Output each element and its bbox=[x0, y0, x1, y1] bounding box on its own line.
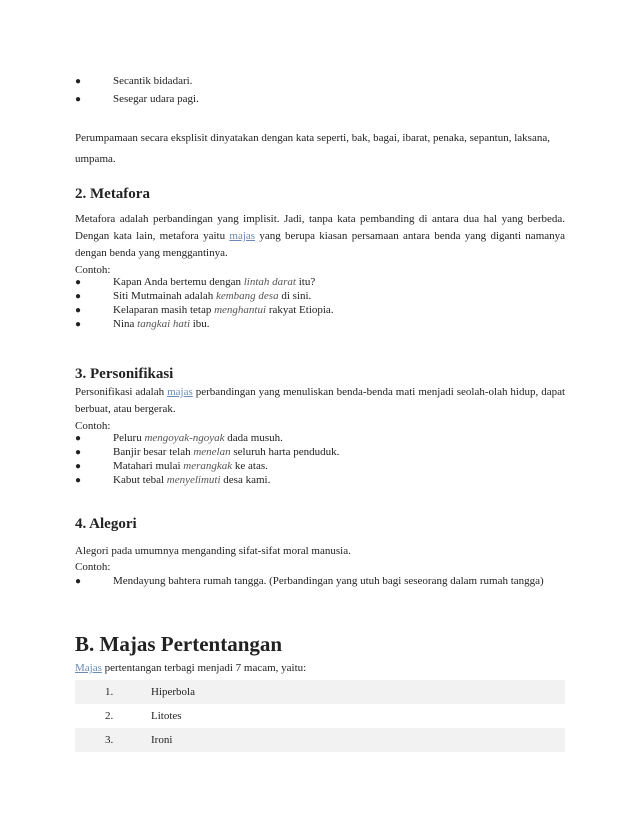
list-item bbox=[75, 446, 565, 459]
bullet-icon: ● bbox=[75, 447, 82, 458]
list-item-text: Peluru mengoyak-ngoyak dada musuh. bbox=[113, 432, 283, 444]
pertentangan-intro bbox=[75, 662, 565, 675]
contoh-label: Contoh: bbox=[75, 420, 111, 432]
section-heading-personifikasi: 3. Personifikasi bbox=[75, 366, 174, 382]
list-item bbox=[75, 276, 565, 289]
list-item bbox=[75, 460, 565, 473]
perumpamaan-paragraph-cont: umpama. bbox=[75, 153, 116, 165]
metafora-paragraph bbox=[75, 211, 565, 262]
paragraph-text: perbandingan yang menuliskan benda-benda mati menjadi seolah-olah hidup, dapat berbuat, atau bergerak. bbox=[75, 386, 566, 415]
list-item-text: Nina tangkai hati ibu. bbox=[113, 318, 210, 330]
section-heading-pertentangan: B. Majas Pertentangan bbox=[75, 632, 283, 656]
contoh-label: Contoh: bbox=[75, 264, 111, 276]
section-heading-alegori: 4. Alegori bbox=[75, 516, 137, 532]
table-row bbox=[75, 680, 565, 704]
bullet-icon: ● bbox=[75, 277, 82, 288]
list-item bbox=[75, 75, 565, 88]
table-row bbox=[75, 704, 565, 728]
list-item bbox=[75, 290, 565, 303]
list-item-text: Matahari mulai merangkak ke atas. bbox=[113, 460, 268, 472]
paragraph-text: Personifikasi adalah bbox=[75, 386, 165, 398]
bullet-icon: ● bbox=[75, 76, 82, 87]
list-item bbox=[75, 575, 565, 588]
list-item bbox=[75, 93, 565, 106]
bullet-icon: ● bbox=[75, 291, 82, 302]
table-row bbox=[75, 728, 565, 752]
majas-link[interactable]: majas bbox=[229, 230, 256, 242]
list-item-text: Kapan Anda bertemu dengan lintah darat itu? bbox=[113, 276, 316, 288]
bullet-icon: ● bbox=[75, 461, 82, 472]
list-item bbox=[75, 318, 565, 331]
list-item bbox=[75, 432, 565, 445]
personifikasi-paragraph bbox=[75, 384, 565, 418]
alegori-paragraph: Alegori pada umumnya menganding sifat-sifat moral manusia. bbox=[75, 545, 351, 557]
list-item-text: Secantik bidadari. bbox=[113, 75, 193, 87]
majas-list-table bbox=[75, 680, 565, 760]
paragraph-text: yang berupa kiasan persamaan antara benda yang diganti namanya dengan benda yang menggantinya. bbox=[75, 230, 566, 259]
bullet-icon: ● bbox=[75, 94, 82, 105]
bullet-icon: ● bbox=[75, 433, 82, 444]
list-item bbox=[75, 474, 565, 487]
section-heading-metafora: 2. Metafora bbox=[75, 186, 150, 202]
majas-link[interactable]: Majas bbox=[75, 662, 102, 674]
list-item bbox=[75, 304, 565, 317]
list-item-text: Siti Mutmainah adalah kembang desa di sini. bbox=[113, 290, 312, 302]
perumpamaan-paragraph: Perumpamaan secara eksplisit dinyatakan dengan kata seperti, bak, bagai, ibarat, penaka, sepantun, laksana, bbox=[75, 132, 550, 144]
bullet-icon: ● bbox=[75, 319, 82, 330]
list-item-text: Kelaparan masih tetap menghantui rakyat Etiopia. bbox=[113, 304, 334, 316]
paragraph-text: pertentangan terbagi menjadi 7 macam, yaitu: bbox=[104, 662, 307, 674]
paragraph-text: Metafora adalah perbandingan yang implisit. Jadi, tanpa kata pembanding di antara dua hal yang berbeda. Dengan kata lain, metafora yaitu bbox=[75, 213, 565, 242]
list-item-text: Sesegar udara pagi. bbox=[113, 93, 199, 105]
bullet-icon: ● bbox=[75, 475, 82, 486]
row-number: 1. bbox=[105, 686, 114, 698]
row-number: 2. bbox=[105, 710, 114, 722]
bullet-icon: ● bbox=[75, 576, 82, 587]
list-item-text: Mendayung bahtera rumah tangga. (Perbandingan yang utuh bagi seseorang dalam rumah tangga) bbox=[113, 575, 544, 587]
row-label: Litotes bbox=[151, 710, 182, 722]
row-label: Hiperbola bbox=[151, 686, 195, 698]
list-item-text: Kabut tebal menyelimuti desa kami. bbox=[113, 474, 271, 486]
row-number: 3. bbox=[105, 734, 114, 746]
list-item-text: Banjir besar telah menelan seluruh harta penduduk. bbox=[113, 446, 340, 458]
majas-link[interactable]: majas bbox=[167, 386, 193, 398]
bullet-icon: ● bbox=[75, 305, 82, 316]
contoh-label: Contoh: bbox=[75, 561, 111, 573]
row-label: Ironi bbox=[151, 734, 173, 746]
